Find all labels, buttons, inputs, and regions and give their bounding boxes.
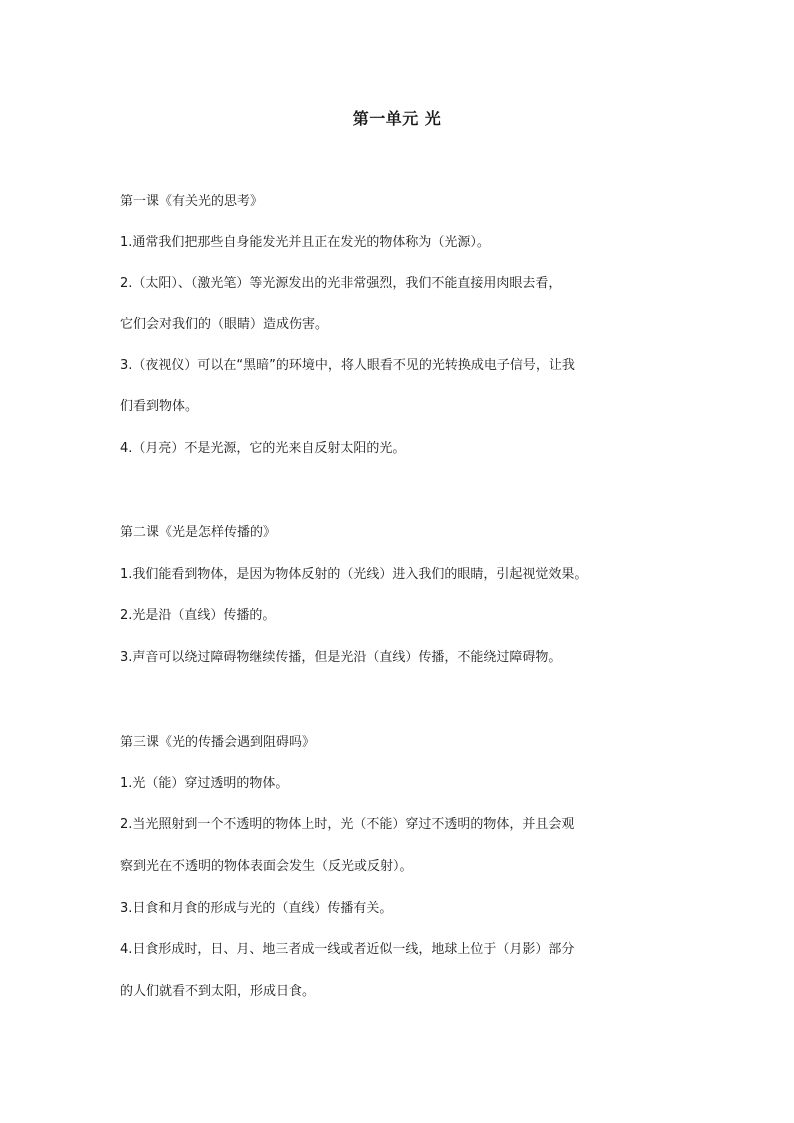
paragraph-line: 4.（月亮）不是光源，它的光来自反射太阳的光。	[120, 441, 406, 456]
section-heading: 第二课《光是怎样传播的》	[120, 525, 277, 540]
paragraph-line: 3.（夜视仪）可以在“黑暗”的环境中，将人眼看不见的光转换成电子信号，让我	[120, 358, 575, 373]
paragraph-line: 3.日食和月食的形成与光的（直线）传播有关。	[120, 901, 393, 916]
page-title: 第一单元 光	[352, 109, 442, 128]
paragraph-line: 2.当光照射到一个不透明的物体上时，光（不能）穿过不透明的物体，并且会观	[120, 817, 575, 832]
paragraph-line: 2.光是沿（直线）传播的。	[120, 608, 276, 623]
paragraph-line: 它们会对我们的（眼睛）造成伤害。	[120, 317, 329, 332]
paragraph-line: 的人们就看不到太阳，形成日食。	[120, 984, 316, 999]
section-heading: 第一课《有关光的思考》	[120, 194, 264, 209]
paragraph-line: 4.日食形成时，日、月、地三者成一线或者近似一线，地球上位于（月影）部分	[120, 942, 575, 957]
paragraph-line: 2.（太阳）、（激光笔）等光源发出的光非常强烈，我们不能直接用肉眼去看，	[120, 276, 562, 291]
paragraph-line: 察到光在不透明的物体表面会发生（反光或反射）。	[120, 859, 413, 874]
paragraph-line: 3.声音可以绕过障碍物继续传播，但是光沿（直线）传播，不能绕过障碍物。	[120, 650, 562, 665]
paragraph-line: 1.通常我们把那些自身能发光并且正在发光的物体称为（光源）。	[120, 235, 490, 250]
paragraph-line: 们看到物体。	[120, 399, 199, 414]
paragraph-line: 1.光（能）穿过透明的物体。	[120, 776, 289, 791]
section-heading: 第三课《光的传播会遇到阻碍吗》	[120, 735, 316, 750]
paragraph-line: 1.我们能看到物体，是因为物体反射的（光线）进入我们的眼睛，引起视觉效果。	[120, 567, 588, 582]
